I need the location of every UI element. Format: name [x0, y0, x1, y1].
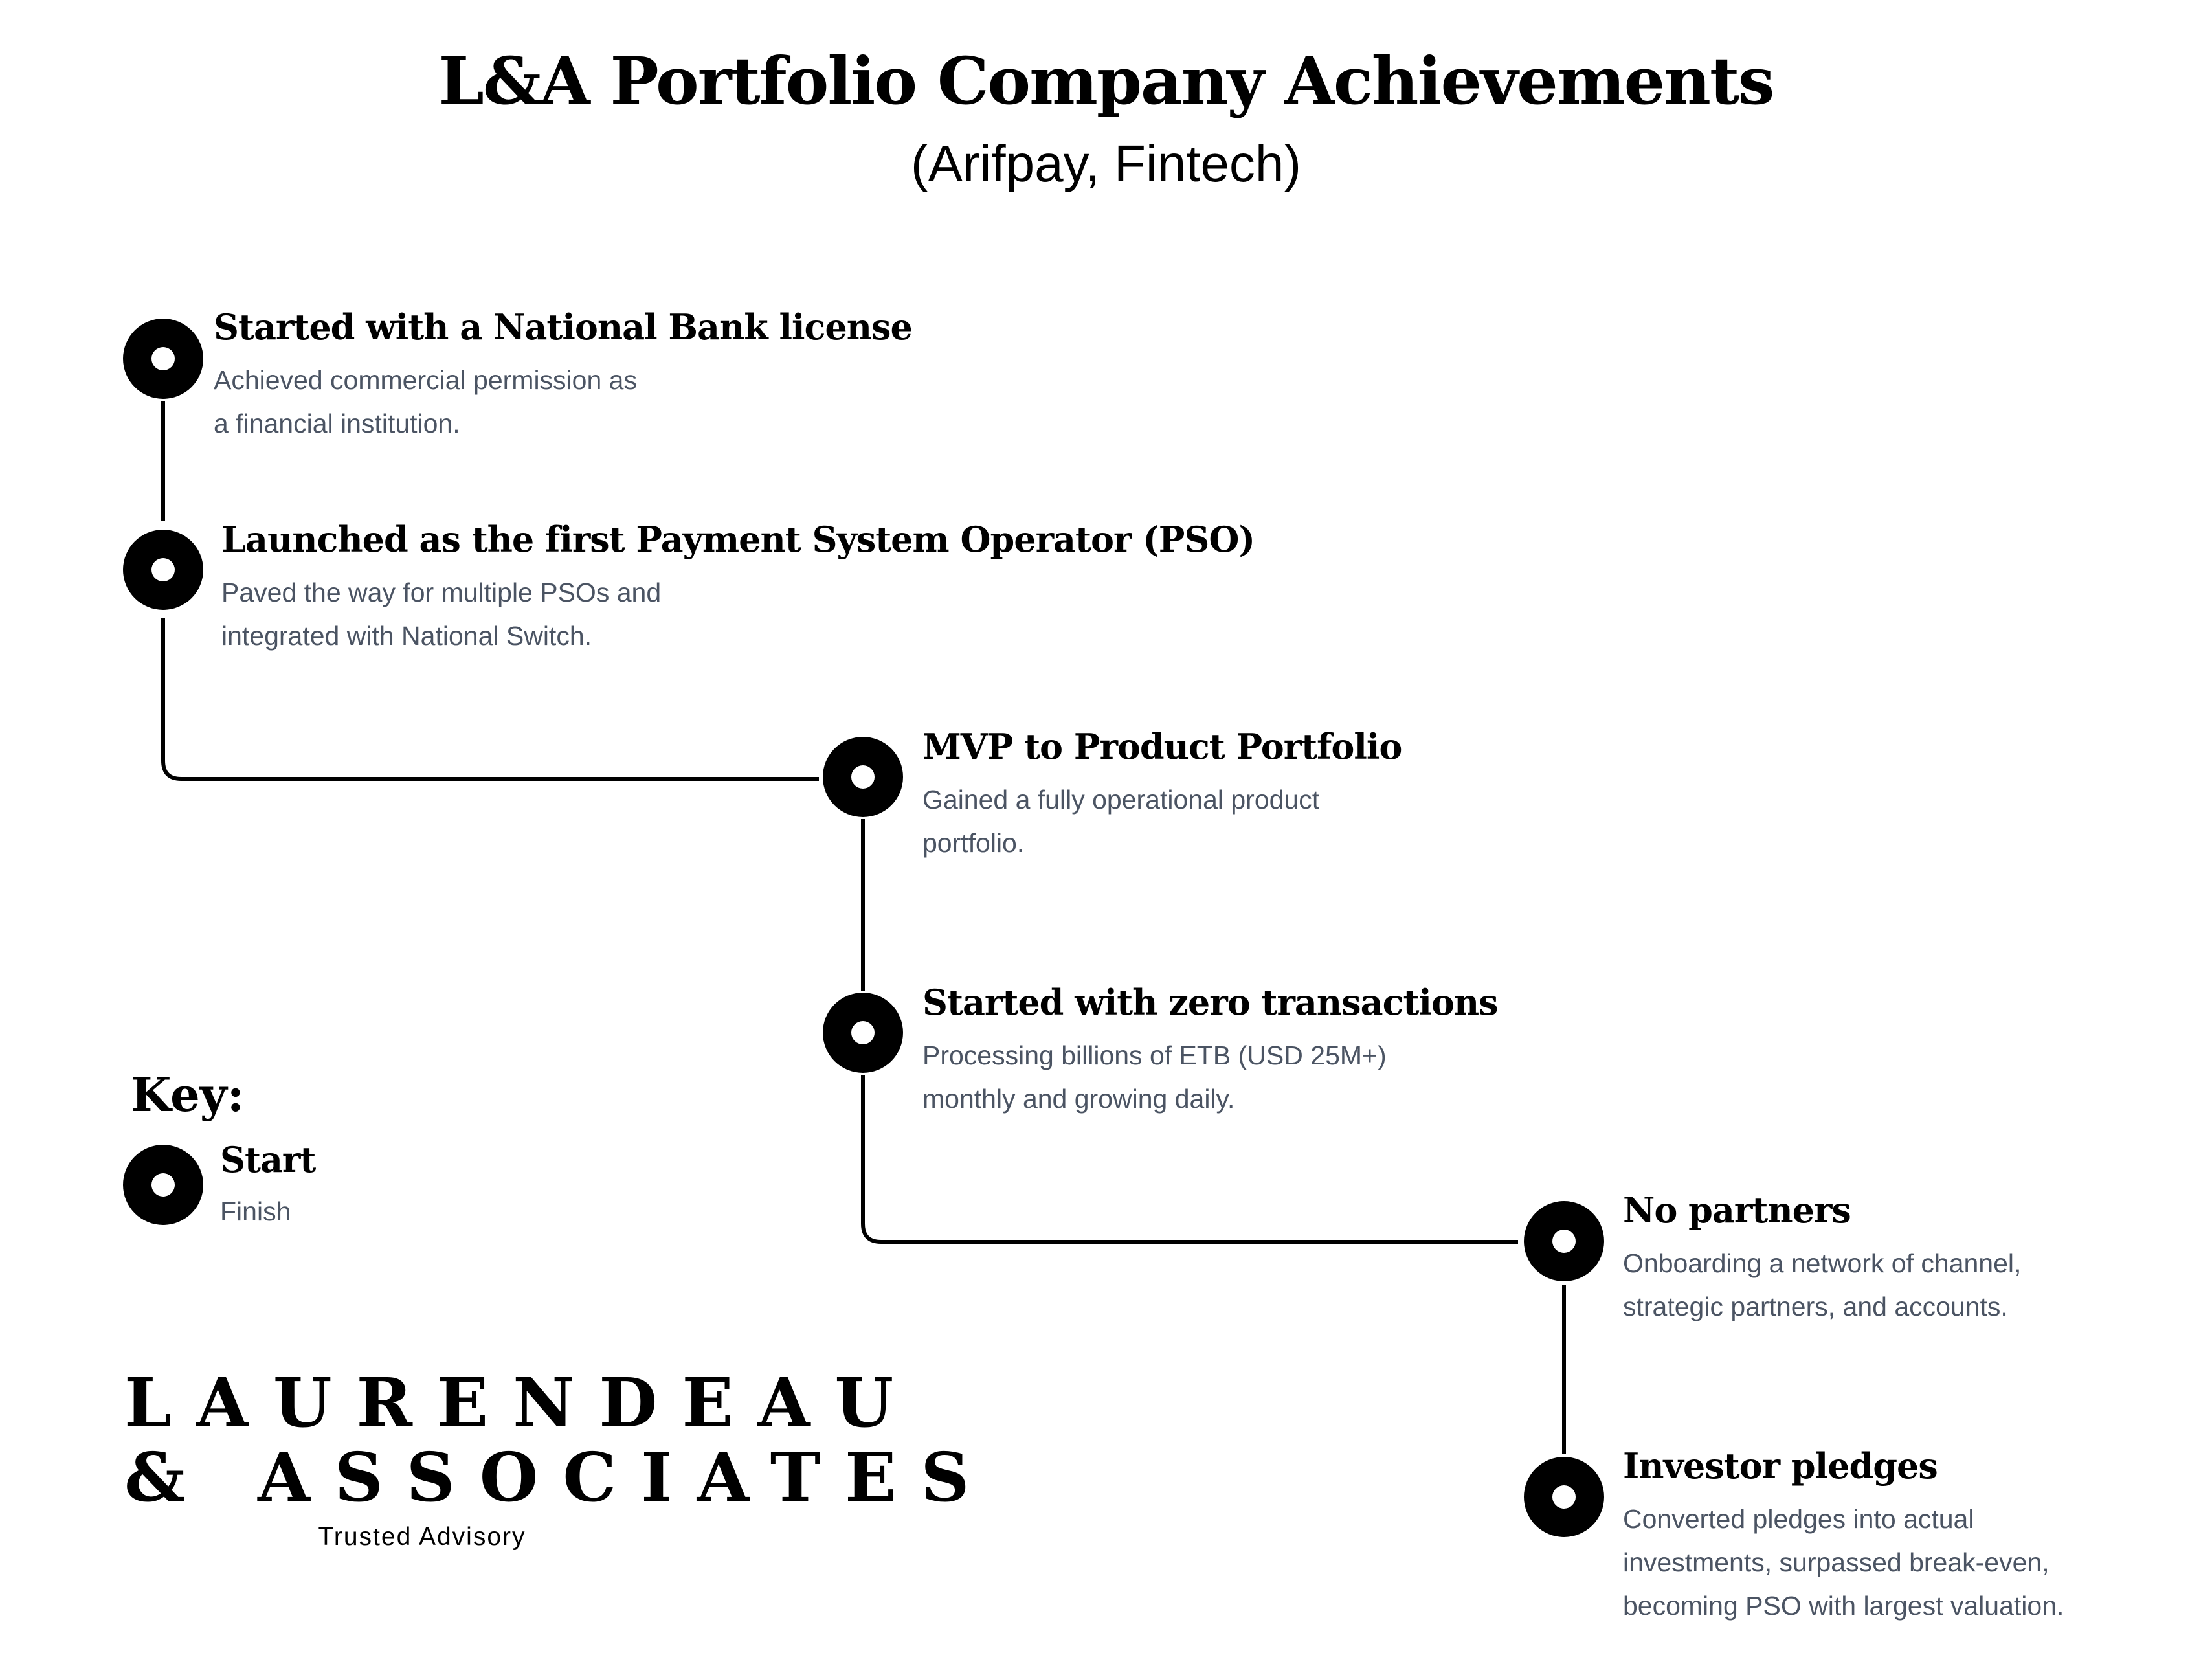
- milestone-5-title: No partners: [1623, 1189, 1851, 1231]
- milestone-5-node: [1524, 1201, 1604, 1281]
- milestone-1-desc-line1: Achieved commercial permission as: [214, 365, 637, 395]
- page-subtitle: (Arifpay, Fintech): [910, 135, 1302, 192]
- milestone-1-desc-line2: a financial institution.: [214, 409, 460, 438]
- milestone-6-node: [1524, 1457, 1604, 1537]
- brand-logo-line2: & ASSOCIATES: [124, 1437, 994, 1517]
- brand-logo-line1: LAURENDEAU: [124, 1363, 919, 1443]
- milestone-2-node: [123, 530, 203, 610]
- milestone-3-desc-line1: Gained a fully operational product: [922, 785, 1320, 815]
- milestone-4-desc-line2: monthly and growing daily.: [922, 1084, 1235, 1114]
- milestone-4-title: Started with zero transactions: [922, 982, 1498, 1023]
- milestone-5-desc-line2: strategic partners, and accounts.: [1623, 1292, 2008, 1321]
- milestone-6-desc-line3: becoming PSO with largest valuation.: [1623, 1591, 2064, 1621]
- key-start-label: Start: [220, 1139, 316, 1180]
- brand-tagline: Trusted Advisory: [318, 1523, 526, 1551]
- milestone-3-desc-line2: portfolio.: [922, 828, 1025, 858]
- milestone-2-title: Launched as the first Payment System Operator (PSO): [221, 519, 1255, 560]
- milestone-6-desc-line2: investments, surpassed break-even,: [1623, 1547, 2050, 1577]
- key-finish-label: Finish: [220, 1197, 291, 1226]
- milestone-3-title: MVP to Product Portfolio: [922, 726, 1402, 767]
- milestone-6-title: Investor pledges: [1623, 1445, 1938, 1487]
- milestone-4-node: [823, 993, 903, 1073]
- milestone-6-desc-line1: Converted pledges into actual: [1623, 1504, 1974, 1534]
- milestone-1-node: [123, 319, 203, 399]
- milestone-5-desc-line1: Onboarding a network of channel,: [1623, 1248, 2022, 1278]
- milestone-3-node: [823, 737, 903, 817]
- key-heading: Key:: [131, 1067, 245, 1122]
- milestone-2-desc-line2: integrated with National Switch.: [221, 621, 592, 651]
- page-title: L&A Portfolio Company Achievements: [438, 43, 1774, 119]
- key-node: [123, 1145, 203, 1225]
- milestone-2-desc-line1: Paved the way for multiple PSOs and: [221, 578, 662, 607]
- milestone-4-desc-line1: Processing billions of ETB (USD 25M+): [922, 1040, 1387, 1070]
- milestone-1-title: Started with a National Bank license: [214, 306, 912, 348]
